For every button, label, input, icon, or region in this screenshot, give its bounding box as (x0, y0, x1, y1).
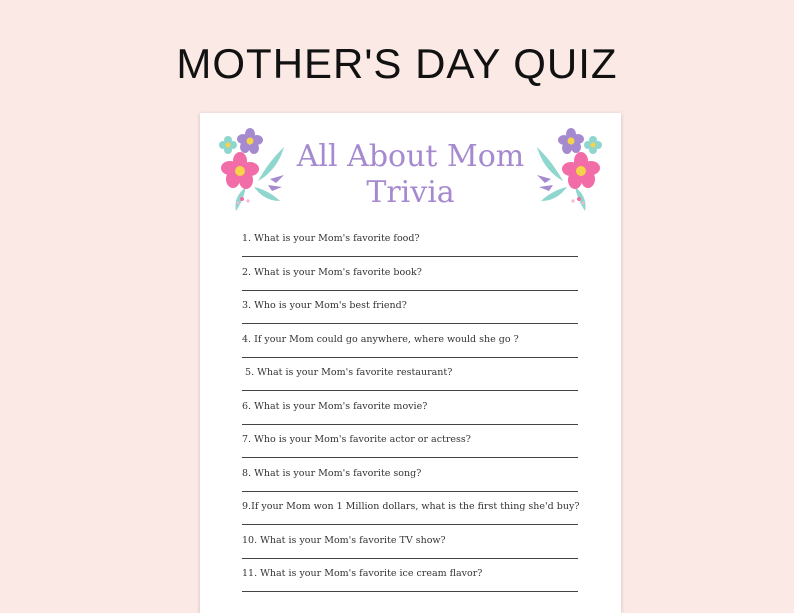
question-item (242, 297, 578, 331)
answer-line (242, 457, 578, 458)
question-item (242, 364, 578, 398)
answer-line (242, 491, 578, 492)
question-item (242, 264, 578, 298)
answer-line (242, 256, 578, 257)
answer-line (242, 390, 578, 391)
question-item (242, 465, 578, 499)
question-item (242, 431, 578, 465)
question-item (242, 230, 578, 264)
quiz-sheet (200, 113, 621, 613)
answer-line (242, 558, 578, 559)
question-item (242, 532, 578, 566)
answer-line (242, 357, 578, 358)
question-text: 3. Who is your Mom's best friend? (242, 300, 407, 311)
question-text: 8. What is your Mom's favorite song? (242, 467, 422, 479)
question-item (242, 565, 578, 599)
question-item (242, 398, 578, 432)
sheet-title-line1: All About Mom (296, 139, 525, 174)
question-text: 10. What is your Mom's favorite TV show? (242, 534, 446, 546)
question-text: 9.If your Mom won 1 Million dollars, what is the first thing she'd buy? (242, 501, 580, 512)
question-text: 11. What is your Mom's favorite ice cream flavor? (242, 568, 483, 579)
question-list (242, 230, 578, 599)
question-item (242, 331, 578, 365)
answer-line (242, 524, 578, 525)
answer-line (242, 323, 578, 324)
answer-line (242, 591, 578, 592)
answer-line (242, 424, 578, 425)
question-text: 4. If your Mom could go anywhere, where would she go ? (242, 333, 519, 345)
sheet-title-line2: Trivia (366, 175, 455, 210)
flower-bouquet-icon (533, 127, 603, 211)
question-item (242, 498, 578, 532)
question-text: 1. What is your Mom's favorite food? (242, 233, 420, 244)
flower-bouquet-icon (218, 127, 288, 211)
question-text: 2. What is your Mom's favorite book? (242, 266, 422, 278)
question-text: 5. What is your Mom's favorite restaurant? (242, 367, 453, 378)
answer-line (242, 290, 578, 291)
question-text: 7. Who is your Mom's favorite actor or actress? (242, 434, 471, 445)
page-title: MOTHER'S DAY QUIZ (176, 40, 618, 87)
question-text: 6. What is your Mom's favorite movie? (242, 400, 428, 412)
